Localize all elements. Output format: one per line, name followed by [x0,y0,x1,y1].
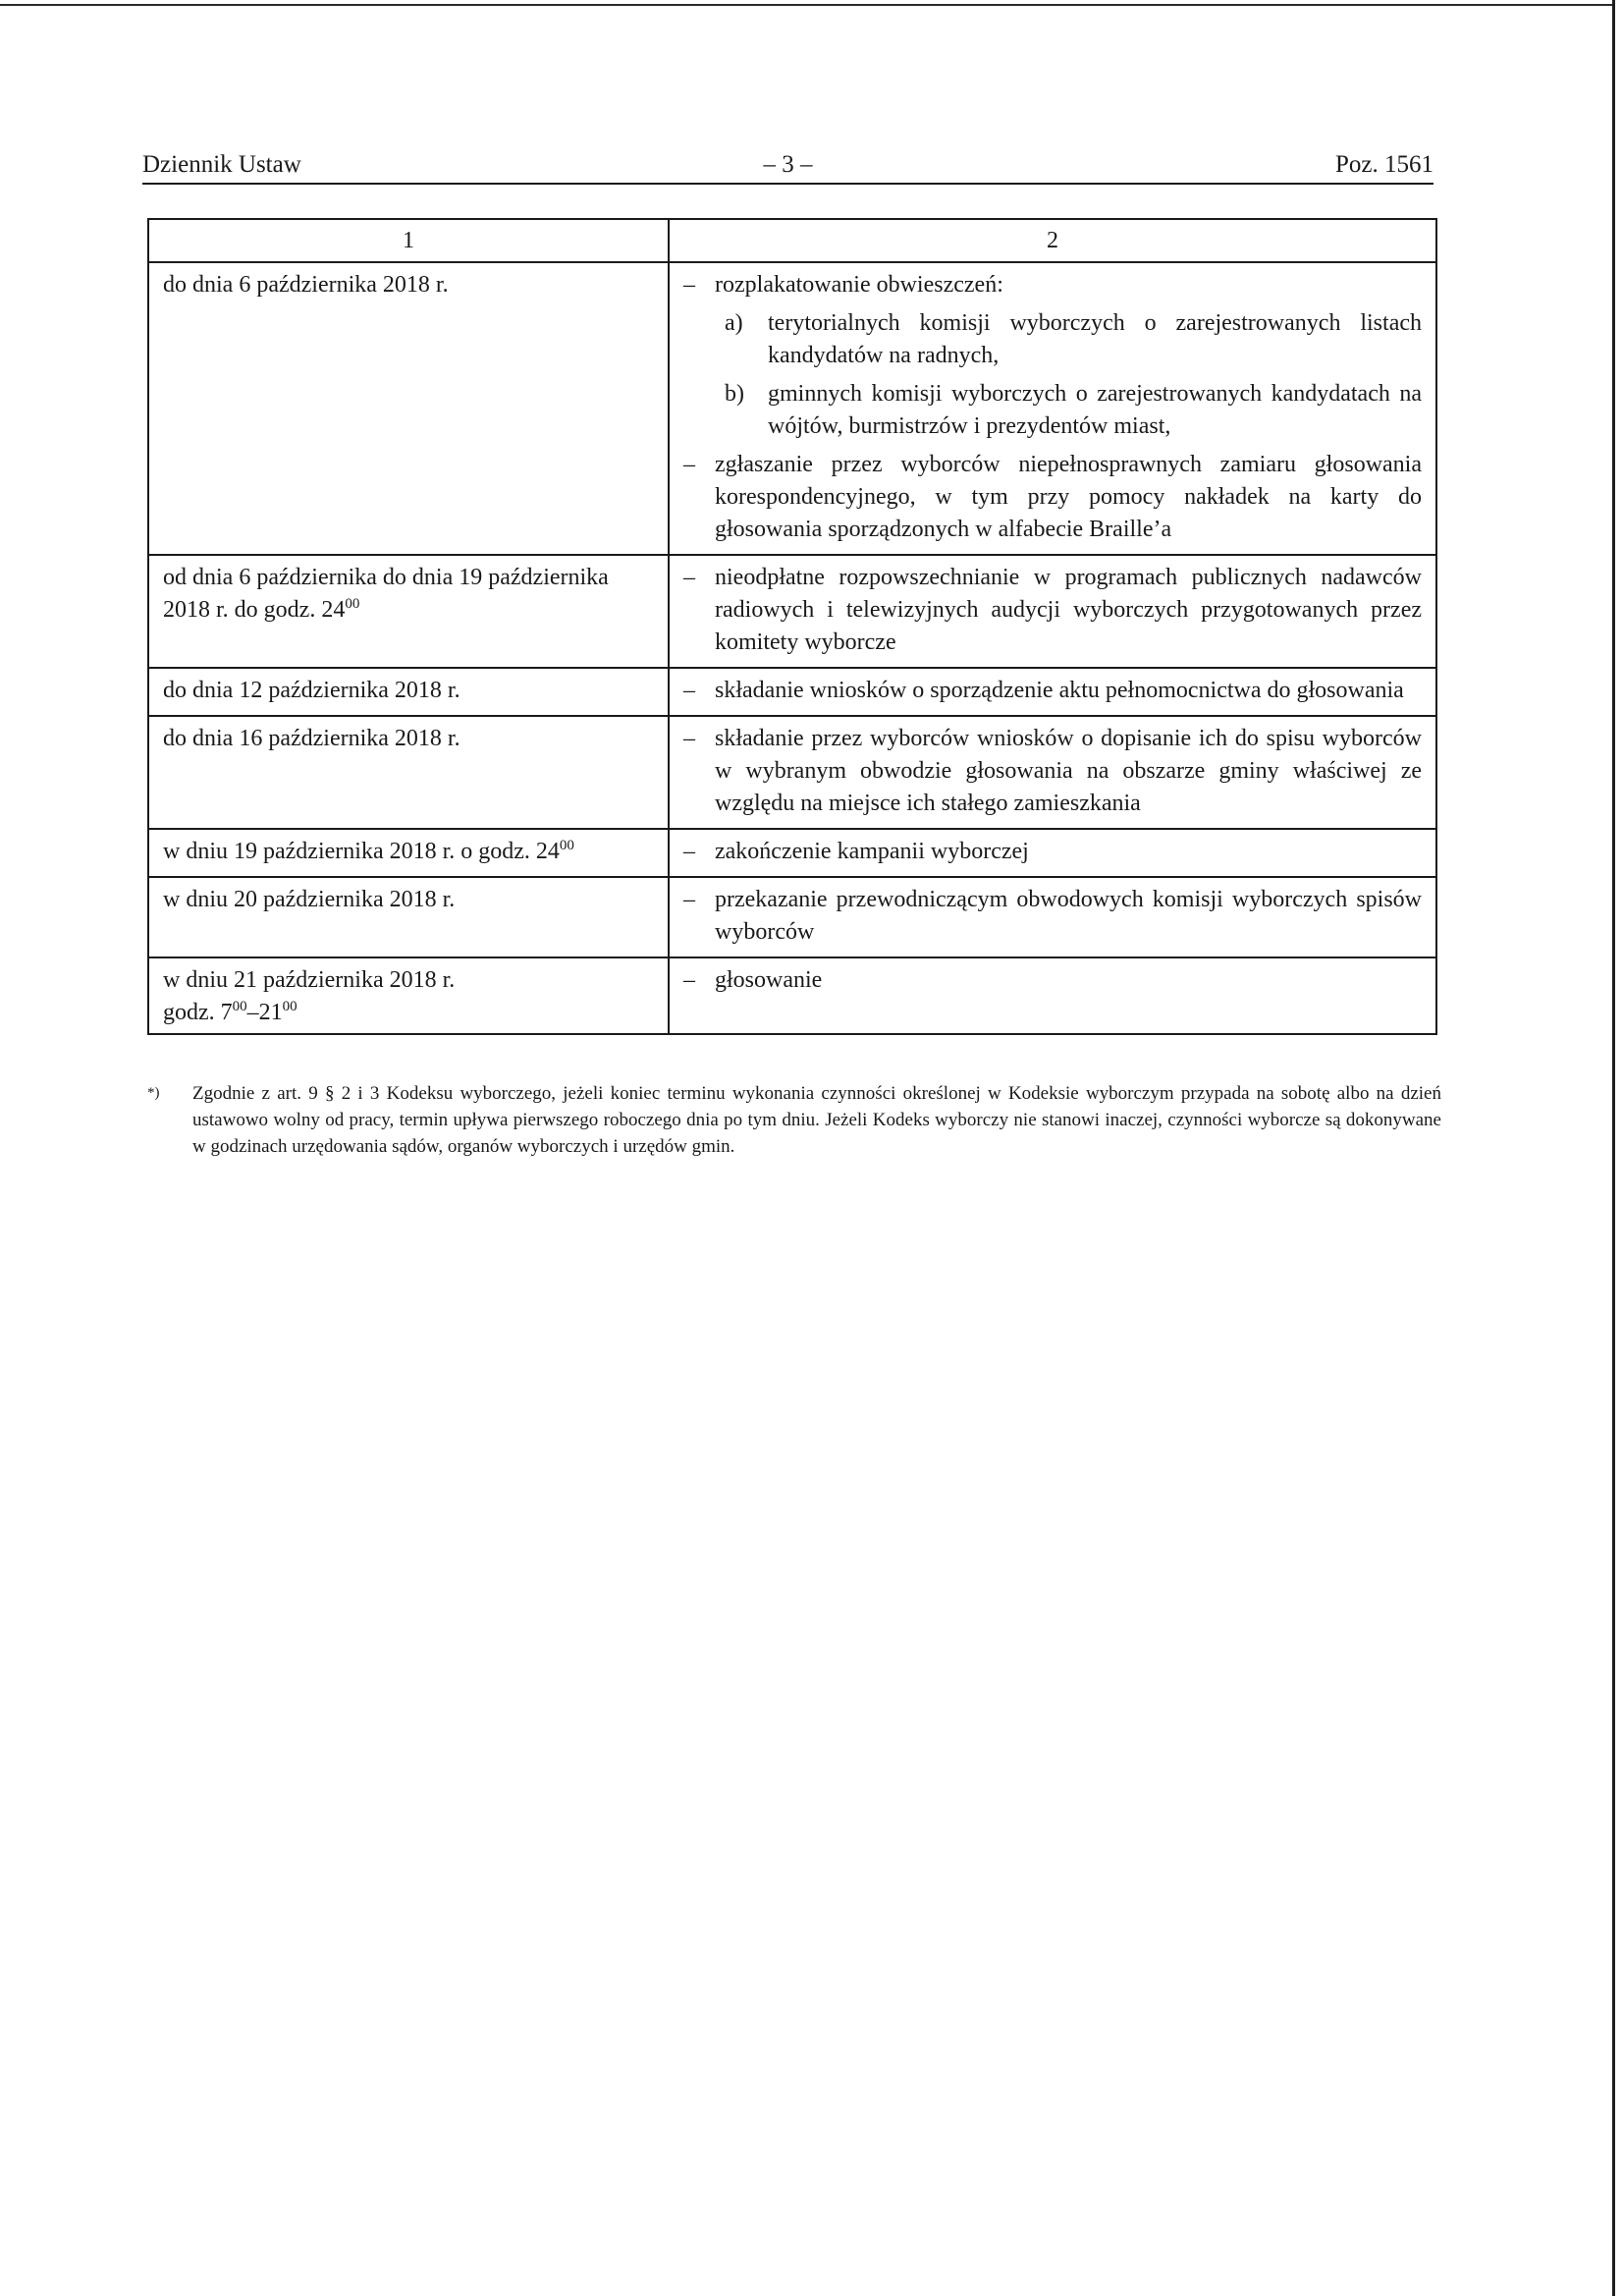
action-cell [669,957,1436,1034]
list-item [683,269,1422,301]
item-text: nieodpłatne rozpowszechnianie w programach publicznych nadawców radiowych i telewizyjnych audycji wyborczych przygotowanych przez komitety wyborcze [715,565,1422,655]
item-text: zgłaszanie przez wyborców niepełnosprawnych zamiaru głosowania korespondencyjnego, w tym przy pomocy nakładek na karty do głosowania sporządzonych w alfabecie Braille’a [715,452,1422,542]
date-cell [148,829,669,877]
action-cell [669,668,1436,716]
list-item [683,884,1422,949]
dash-bullet: – [683,452,695,477]
item-text: zakończenie kampanii wyborczej [715,839,1029,864]
date-cell [148,877,669,957]
footnote-mark: *) [147,1085,160,1101]
table-row [148,668,1436,716]
list-item [683,562,1422,659]
table-row [148,877,1436,957]
list-item [683,675,1422,707]
table-row [148,957,1436,1034]
action-cell [669,555,1436,668]
action-cell [669,262,1436,555]
scan-right-edge [1612,0,1615,2296]
date-text: w dniu 21 października 2018 r. [163,967,456,993]
position-number: Poz. 1561 [1335,151,1434,178]
date-cell [148,668,669,716]
list-item [683,449,1422,546]
column-header-2: 2 [669,219,1436,262]
page-header [142,149,1434,185]
date-cell [148,555,669,668]
date-cell [148,957,669,1034]
table-row [148,262,1436,555]
date-cell [148,716,669,829]
list-item [683,723,1422,820]
dash-bullet: – [683,565,695,590]
sub-item-letter: a) [725,310,743,336]
item-text: składanie wniosków o sporządzenie aktu pełnomocnictwa do głosowania [715,678,1404,703]
item-text: głosowanie [715,967,823,993]
dash-bullet: – [683,678,695,703]
item-text: rozplakatowanie obwieszczeń: [715,272,1003,298]
time-end: –21 [246,1000,283,1025]
date-text: w dniu 20 października 2018 r. [163,887,456,912]
scan-top-line [0,4,1612,6]
page-number: – 3 – [763,151,813,178]
time-start: godz. 7 [163,1000,233,1025]
journal-title: Dziennik Ustaw [142,151,301,178]
date-text: do dnia 6 października 2018 r. [163,272,449,298]
item-text: przekazanie przewodniczącym obwodowych komisji wyborczych spisów wyborców [715,887,1422,945]
dash-bullet: – [683,726,695,751]
action-cell [669,716,1436,829]
item-text: składanie przez wyborców wniosków o dopisanie ich do spisu wyborców w wybranym obwodzie głosowania na obszarze gminy właściwej ze względu na miejsce ich stałego zamieszkania [715,726,1422,816]
time-end-superscript: 00 [282,999,298,1014]
action-cell [669,829,1436,877]
table-row [148,716,1436,829]
date-superscript: 00 [345,596,360,612]
table-header-row [148,219,1436,262]
footnote-text: Zgodnie z art. 9 § 2 i 3 Kodeksu wyborczego, jeżeli koniec terminu wykonania czynności określonej w Kodeksie wyborczym przypada na sobotę albo na dzień ustawowo wolny od pracy, termin upływa pierwszego roboczego dnia po tym dniu. Jeżeli Kodeks wyborczy nie stanowi inaczej, czynności wyborcze są dokonywane w godzinach urzędowania sądów, organów wyborczych i urzędów gmin. [192,1083,1441,1157]
date-text: w dniu 19 października 2018 r. o godz. 24 [163,839,560,864]
table-row [148,829,1436,877]
date-text: od dnia 6 października do dnia 19 października 2018 r. do godz. 24 [163,565,609,623]
dash-bullet: – [683,967,695,993]
table-row [148,555,1436,668]
date-cell [148,262,669,555]
footnote [147,1080,1441,1160]
sub-item-b [683,378,1422,443]
date-text: do dnia 12 października 2018 r. [163,678,460,703]
election-schedule-table [147,218,1437,1035]
time-start-superscript: 00 [232,999,247,1014]
sub-item-letter: b) [725,381,744,407]
dash-bullet: – [683,887,695,912]
dash-bullet: – [683,839,695,864]
date-text: do dnia 16 października 2018 r. [163,726,460,751]
sub-item-a [683,307,1422,372]
sub-item-text: gminnych komisji wyborczych o zarejestrowanych kandydatach na wójtów, burmistrzów i prezydentów miast, [768,381,1422,439]
list-item [683,964,1422,997]
action-cell [669,877,1436,957]
date-superscript: 00 [559,838,574,853]
list-item [683,836,1422,868]
column-header-1: 1 [148,219,669,262]
time-range [163,997,654,1029]
dash-bullet: – [683,272,695,298]
sub-item-text: terytorialnych komisji wyborczych o zarejestrowanych listach kandydatów na radnych, [768,310,1422,368]
